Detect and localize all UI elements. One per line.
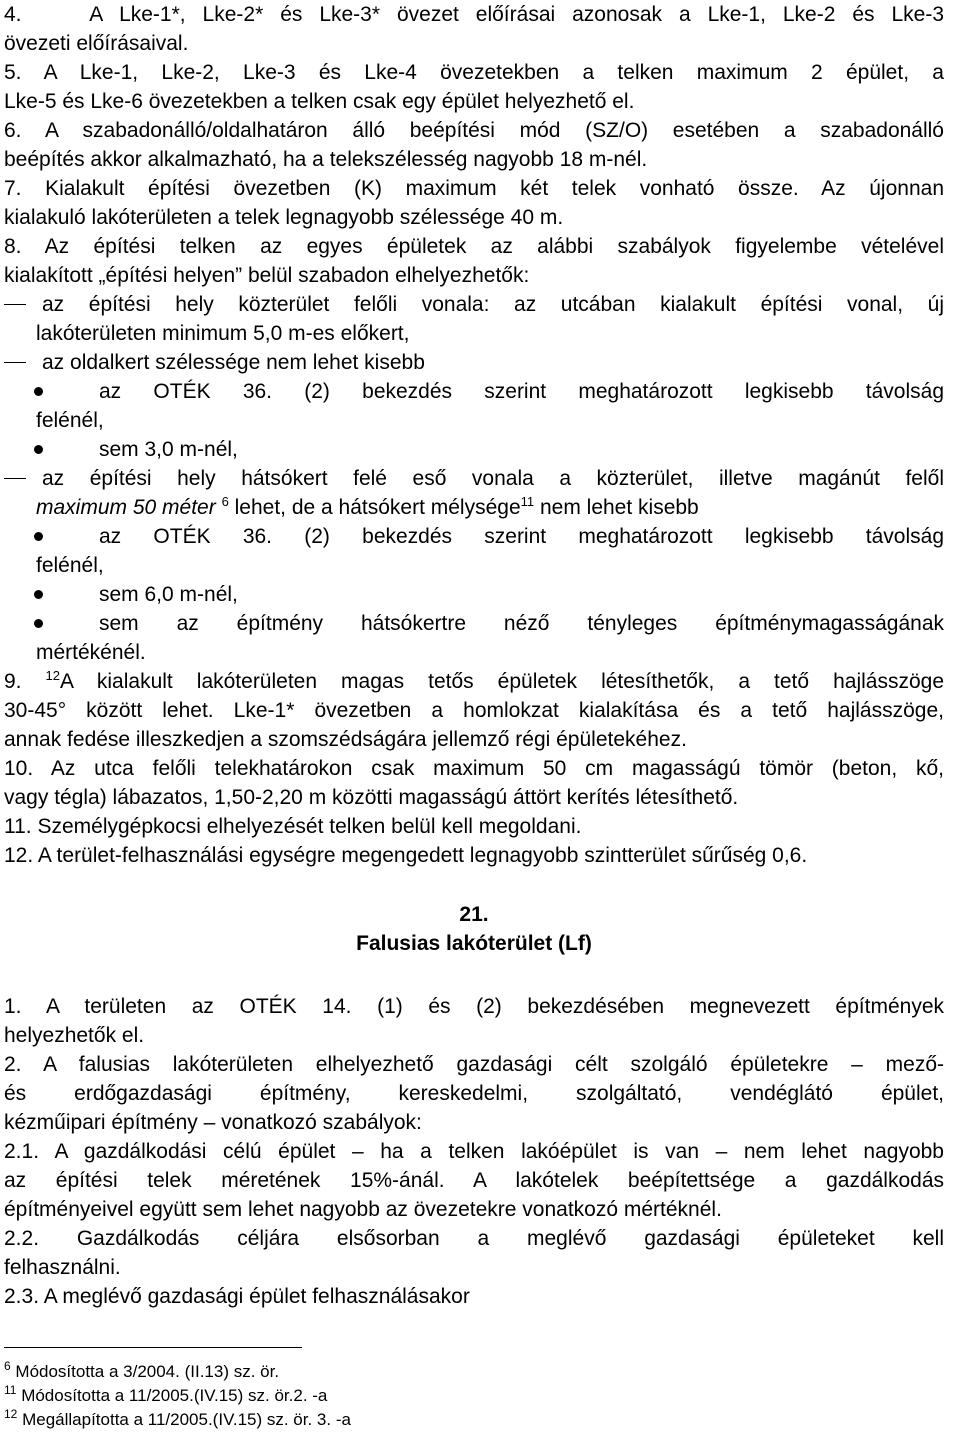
dash-item — [4, 464, 944, 522]
paragraph-7 — [4, 174, 944, 232]
bullet-marker — [34, 532, 43, 541]
text-line: sem 3,0 m-nél, — [99, 438, 238, 461]
text-line: sem 6,0 m-nél, — [99, 583, 238, 606]
paragraph-12 — [4, 841, 944, 870]
footnote — [4, 1408, 944, 1432]
document-page — [4, 0, 944, 1432]
paragraph-6 — [4, 116, 944, 174]
section-paragraph-2-2 — [4, 1224, 944, 1282]
text-line — [36, 493, 944, 522]
text-line: az építési hely közterület felőli vonala: az utcában kialakult építési vonal, új — [42, 293, 944, 316]
text-line: felénél, — [36, 409, 104, 432]
dash-marker — [4, 478, 26, 479]
section-paragraph-2-3 — [4, 1282, 944, 1311]
bullet-marker — [34, 619, 43, 628]
text-run: A kialakult lakóterületen magas tetős épületek létesíthetők, a tető hajlásszöge — [60, 670, 944, 693]
footnotes — [4, 1360, 944, 1432]
text-line: 2.3. A meglévő gazdasági épület felhasználásakor — [4, 1285, 470, 1308]
bullet-item — [4, 377, 944, 435]
footnote-number: 6 — [4, 1359, 11, 1373]
section-title: Falusias lakóterület (Lf) — [356, 932, 592, 955]
text-line: az oldalkert szélessége nem lehet kisebb — [42, 351, 425, 374]
bullet-marker — [34, 387, 43, 396]
text-line: 6. A szabadonálló/oldalhatáron álló beépítési mód (SZ/O) esetében a szabadonálló — [4, 119, 944, 142]
section-paragraph-1 — [4, 992, 944, 1050]
text-line: vagy tégla) lábazatos, 1,50-2,20 m közötti magasságú áttört kerítés létesíthető. — [4, 786, 739, 809]
bullet-item — [4, 580, 944, 609]
text-line: az építési hely hátsókert felé eső vonala a közterület, illetve magánút felől — [42, 467, 944, 490]
text-line: az OTÉK 36. (2) bekezdés szerint meghatározott legkisebb távolság — [99, 525, 944, 548]
text-line: az OTÉK 36. (2) bekezdés szerint meghatározott legkisebb távolság — [99, 380, 944, 403]
dash-marker — [4, 362, 26, 363]
footnote-number: 11 — [4, 1383, 17, 1397]
text-line: 5. A Lke-1, Lke-2, Lke-3 és Lke-4 övezetekben a telken maximum 2 épület, a — [4, 61, 944, 84]
footnote — [4, 1384, 944, 1408]
text-line: 12. A terület-felhasználási egységre megengedett legnagyobb szintterület sűrűség 0,6. — [4, 844, 808, 867]
text-line: helyezhetők el. — [4, 1024, 145, 1047]
paragraph-4 — [4, 0, 944, 58]
text-line: 2.1. A gazdálkodási célú épület – ha a telken lakóépület is van – nem lehet nagyobb — [4, 1140, 944, 1163]
footnote-ref: 6 — [221, 494, 229, 509]
footnote-number: 12 — [4, 1407, 18, 1421]
text-line: 7. Kialakult építési övezetben (K) maximum két telek vonható össze. Az újonnan — [4, 177, 944, 200]
text-line: sem az építmény hátsókertre néző tényleges építménymagasságának — [99, 612, 944, 635]
text-run: nem lehet kisebb — [534, 496, 699, 519]
text-line: mértékénél. — [36, 641, 146, 664]
bullet-item — [4, 609, 944, 667]
text-line: 8. Az építési telken az egyes épületek az alábbi szabályok figyelembe vételével — [4, 235, 944, 258]
paragraph-number: 9. — [4, 670, 22, 693]
dash-item — [4, 290, 944, 348]
paragraph-9 — [4, 667, 944, 754]
section-number: 21. — [459, 903, 489, 926]
dash-item — [4, 348, 944, 377]
text-line: beépítés akkor alkalmazható, ha a telekszélesség nagyobb 18 m-nél. — [4, 148, 648, 171]
text-line: építményeivel együtt sem lehet nagyobb az övezetekre vonatkozó mértéknél. — [4, 1198, 722, 1221]
footnote-text: Módosította a 11/2005.(IV.15) sz. ör.2. -a — [16, 1386, 328, 1405]
paragraph-5 — [4, 58, 944, 116]
paragraph-8 — [4, 232, 944, 290]
dash-marker — [4, 304, 26, 305]
footnote-separator — [4, 1347, 302, 1348]
bullet-item — [4, 522, 944, 580]
text-line — [4, 667, 944, 696]
bullet-item — [4, 435, 944, 464]
text-line: 10. Az utca felőli telekhatárokon csak maximum 50 cm magasságú tömör (beton, kő, — [4, 757, 944, 780]
text-line: kézműipari építmény – vonatkozó szabályok: — [4, 1111, 422, 1134]
footnote-text: Módosította a 3/2004. (II.13) sz. ör. — [10, 1362, 280, 1381]
text-line: és erdőgazdasági építmény, kereskedelmi, szolgáltató, vendéglátó épület, — [4, 1082, 944, 1105]
text-line: az építési telek méretének 15%-ánál. A lakótelek beépítettsége a gazdálkodás — [4, 1169, 944, 1192]
text-line: 1. A területen az OTÉK 14. (1) és (2) bekezdésében megnevezett építmények — [4, 995, 944, 1018]
text-line: lakóterületen minimum 5,0 m-es előkert, — [36, 322, 410, 345]
text-line: övezeti előírásaival. — [4, 32, 189, 55]
text-line: felhasználni. — [4, 1256, 121, 1279]
footnote — [4, 1360, 944, 1384]
text-run: lehet, de a hátsókert mélysége — [228, 496, 521, 519]
text-line: 2. A falusias lakóterületen elhelyezhető gazdasági célt szolgáló épületekre – mező- — [4, 1053, 944, 1076]
text-line: Lke-5 és Lke-6 övezetekben a telken csak egy épület helyezhető el. — [4, 90, 635, 113]
italic-text: maximum 50 méter — [36, 496, 216, 519]
text-line: annak fedése illeszkedjen a szomszédságára jellemző régi épületekéhez. — [4, 728, 687, 751]
bullet-marker — [34, 445, 43, 454]
footnote-ref: 11 — [520, 494, 535, 509]
text-line: 30-45° között lehet. Lke-1* övezetben a homlokzat kialakítása és a tető hajlásszöge, — [4, 699, 944, 722]
text-line: kialakított „építési helyen” belül szabadon elhelyezhetők: — [4, 264, 530, 287]
footnote-text: Megállapította a 11/2005.(IV.15) sz. ör. 3. -a — [17, 1410, 351, 1429]
text-line: kialakuló lakóterületen a telek legnagyobb szélessége 40 m. — [4, 206, 564, 229]
paragraph-10 — [4, 754, 944, 812]
section-paragraph-2 — [4, 1050, 944, 1137]
text-line: 4. A Lke-1*, Lke-2* és Lke-3* övezet előírásai azonosak a Lke-1, Lke-2 és Lke-3 — [4, 3, 944, 26]
paragraph-11 — [4, 812, 944, 841]
text-line: 11. Személygépkocsi elhelyezését telken belül kell megoldani. — [4, 815, 582, 838]
text-line: felénél, — [36, 554, 104, 577]
section-paragraph-2-1 — [4, 1137, 944, 1224]
bullet-marker — [34, 590, 43, 599]
text-line: 2.2. Gazdálkodás céljára elsősorban a meglévő gazdasági épületeket kell — [4, 1227, 944, 1250]
footnote-ref: 12 — [45, 668, 61, 683]
